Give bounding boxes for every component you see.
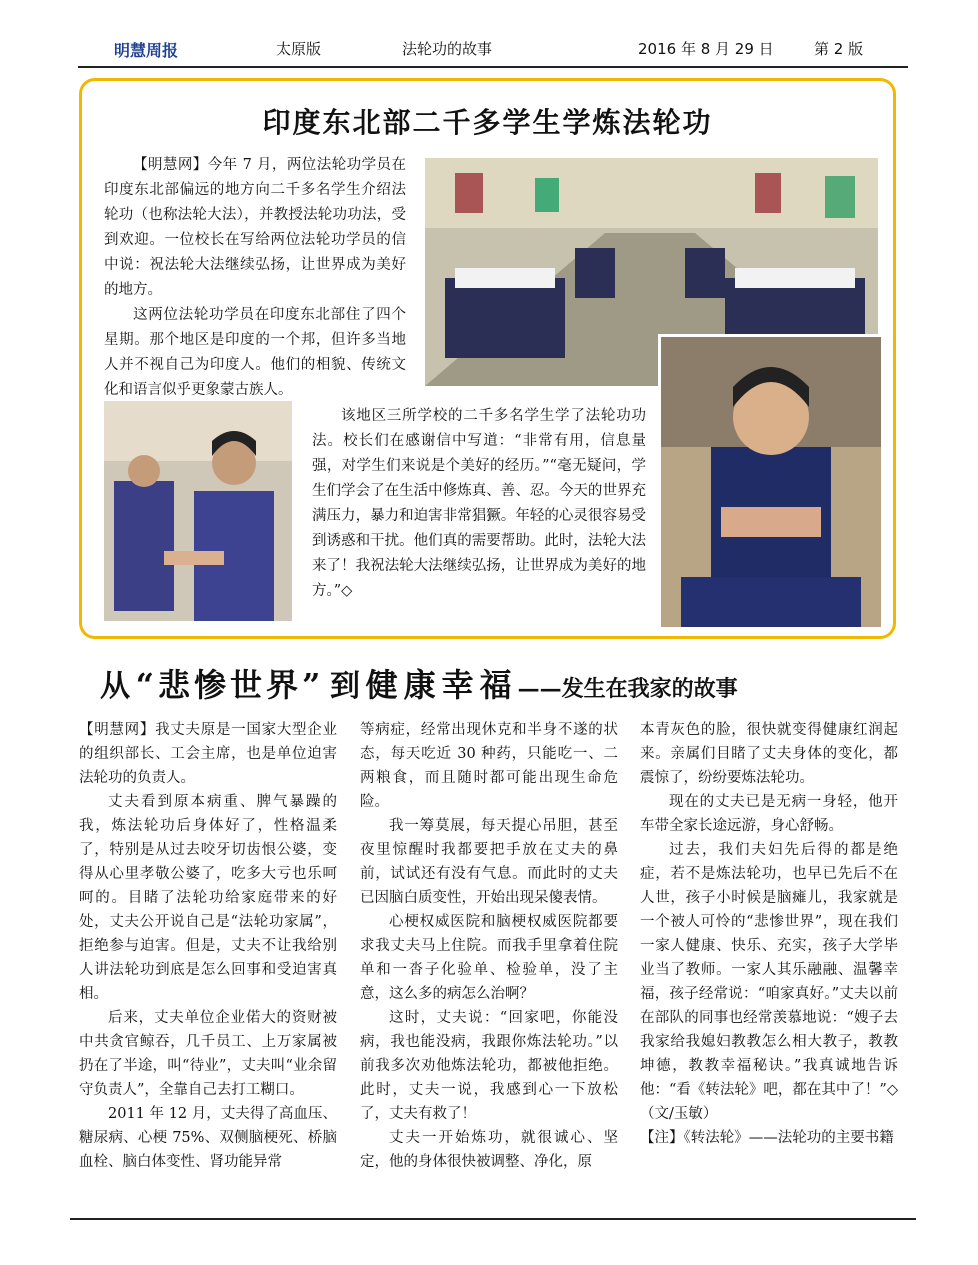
article1-para2: 这两位法轮功学员在印度东北部住了四个星期。那个地区是印度的一个邦，但许多当地人并不视自己为印度人。他们的相貌、传统文化和语言似乎更象蒙古族人。 — [104, 307, 406, 398]
photo-girl-meditating — [658, 334, 884, 630]
article2-title-to: 到 — [329, 669, 360, 704]
article2-col1-para: 【明慧网】我丈夫原是一国家大型企业的组织部长、工会主席，也是单位迫害法轮功的负责人。 — [79, 722, 337, 786]
photo-students-standing — [104, 401, 292, 621]
page-number: 第 2 版 — [814, 40, 864, 58]
article2-title-health: 健康幸福 — [365, 666, 518, 704]
article2-title-misery: “悲惨世界” — [135, 666, 325, 704]
article1-para1: 【明慧网】今年 7 月，两位法轮功学员在印度东北部偏远的地方向二千多名学生介绍法轮功（也称法轮大法），并教授法轮功功法，受到欢迎。一位校长在写给两位法轮功学员的信中说：祝法轮大法继续弘扬，让世界成为美好的地方。 — [104, 157, 406, 298]
article2-title-from: 从 — [100, 669, 130, 704]
article2-col2-para: 心梗权威医院和脑梗权威医院都要求我丈夫马上住院。而我手里拿着住院单和一沓子化验单、检验单，没了主意，这么多的病怎么治啊？ — [360, 914, 618, 1002]
article2-column-1 — [79, 718, 337, 1174]
article2-col1-para: 丈夫看到原本病重、脾气暴躁的我，炼法轮功后身体好了，性格温柔了，特别是从过去咬牙切齿恨公婆，变得从心里孝敬公婆了，吃多大亏也乐呵呵的。目睹了法轮功给家庭带来的好处，丈夫公开说自己是“法轮功家属”，拒绝参与迫害。但是，丈夫不让我给别人讲法轮功到底是怎么回事和受迫害真相。 — [79, 794, 337, 1002]
article2-col2-para: 丈夫一开始炼功，就很诚心、坚定，他的身体很快被调整、净化，原 — [360, 1130, 618, 1170]
edition-label: 太原版 — [276, 40, 322, 58]
article2-col1-para: 后来，丈夫单位企业偌大的资财被中共贪官鲸吞，几千员工、上万家属被扔在了半途，叫“待业”，丈夫叫“业余留守负责人”，全靠自己去打工糊口。 — [79, 1010, 337, 1098]
article1-para3: 该地区三所学校的二千多名学生学了法轮功功法。校长们在感谢信中写道：“非常有用，信息量强，对学生们来说是个美好的经历。”“毫无疑问，学生们学会了在生活中修炼真、善、忍。今天的世界充满压力，暴力和迫害非常猖獗。年轻的心灵很容易受到诱惑和干扰。他们真的需要帮助。此时，法轮大法来了！我祝法轮大法继续弘扬，让世界成为美好的地方。”◇ — [312, 408, 646, 599]
article1-box — [79, 78, 896, 639]
article2-col2-para: 这时，丈夫说：“回家吧，你能没病，我也能没病，我跟你炼法轮功。”以前我多次劝他炼法轮功，都被他拒绝。此时，丈夫一说，我感到心一下放松了，丈夫有救了！ — [360, 1010, 618, 1122]
article2-col2-para: 我一筹莫展，每天提心吊胆，甚至夜里惊醒时我都要把手放在丈夫的鼻前，试试还有没有气息。而此时的丈夫已因脑白质变性，开始出现呆傻表情。 — [360, 818, 618, 906]
issue-date: 2016 年 8 月 29 日 — [638, 40, 774, 58]
article2-title — [100, 660, 900, 710]
article2-col3-para: 过去，我们夫妇先后得的都是绝症，若不是炼法轮功，也早已先后不在人世，孩子小时候是脑瘫儿，我家就是一个被人可怜的“悲惨世界”，现在我们一家人健康、快乐、充实，孩子大学毕业当了教师。一家人其乐融融、温馨幸福，孩子经常说：“咱家真好。”丈夫以前在部队的同事也经常羡慕地说：“嫂子去我家给我媳妇教教怎么相大教子，教教坤德，教教幸福秘诀。”我真诚地告诉他：“看《转法轮》吧，都在其中了！”◇（文/玉敏） — [640, 842, 898, 1122]
page-header — [78, 28, 908, 68]
article2-col3-para: 本青灰色的脸，很快就变得健康红润起来。亲属们目睹了丈夫身体的变化，都震惊了，纷纷要炼法轮功。 — [640, 722, 898, 786]
footer-rule — [70, 1218, 916, 1220]
article1-title: 印度东北部二千多学生学炼法轮功 — [262, 106, 713, 139]
article2-column-3 — [640, 718, 898, 1150]
article2-col2-para: 等病症，经常出现休克和半身不遂的状态，每天吃近 30 种药，只能吃一、二两粮食，而且随时都可能出现生命危险。 — [360, 722, 618, 810]
article1-text-top — [104, 153, 406, 403]
article2-column-2 — [360, 718, 618, 1174]
article2-subtitle: ——发生在我家的故事 — [517, 676, 738, 702]
article1-text-bottom — [312, 404, 646, 604]
article2-col3-para: 现在的丈夫已是无病一身轻，他开车带全家长途远游，身心舒畅。 — [640, 794, 898, 834]
article2-col1-para: 2011 年 12 月，丈夫得了高血压、糖尿病、心梗 75%、双侧脑梗死、桥脑血栓、脑白体变性、肾功能异常 — [79, 1106, 337, 1170]
masthead: 明慧周报 — [114, 41, 179, 60]
article2-note: 【注】《转法轮》——法轮功的主要书籍 — [640, 1130, 894, 1146]
section-label: 法轮功的故事 — [402, 40, 493, 58]
